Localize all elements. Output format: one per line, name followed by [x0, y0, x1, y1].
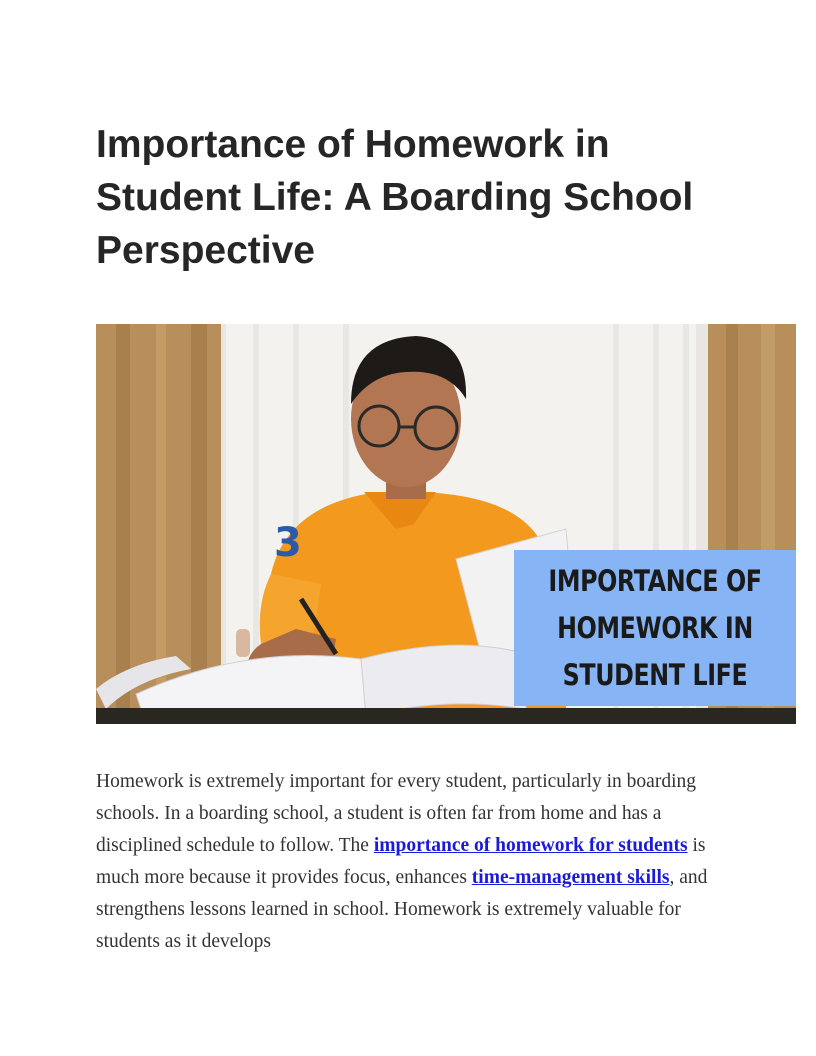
- hero-banner-line: STUDENT LIFE: [562, 657, 748, 692]
- importance-of-homework-link[interactable]: importance of homework for students: [373, 835, 688, 856]
- paragraph-text: Homework is extremely important for every student, particularly in boarding schools. In a boarding school, a student is often far from home and has a disciplined schedule to follow. The: [96, 771, 696, 856]
- page-title: Importance of Homework in Student Life: A Boarding School Perspective: [96, 123, 694, 272]
- time-management-skills-link[interactable]: time-management skills: [471, 867, 670, 888]
- hero-banner-line: HOMEWORK IN: [557, 610, 753, 645]
- paragraph-text: , and strengthens lessons learned in school. Homework is extremely valuable for students as it develops: [96, 867, 708, 952]
- hero-image: [96, 324, 796, 724]
- shirt-number: 3: [274, 520, 302, 566]
- hero-banner-text: [548, 558, 761, 699]
- hero-banner-line: IMPORTANCE OF: [548, 563, 762, 598]
- paragraph-text: is much more because it provides focus, enhances: [96, 835, 706, 888]
- intro-paragraph: [96, 766, 730, 958]
- hero-banner: [514, 550, 796, 706]
